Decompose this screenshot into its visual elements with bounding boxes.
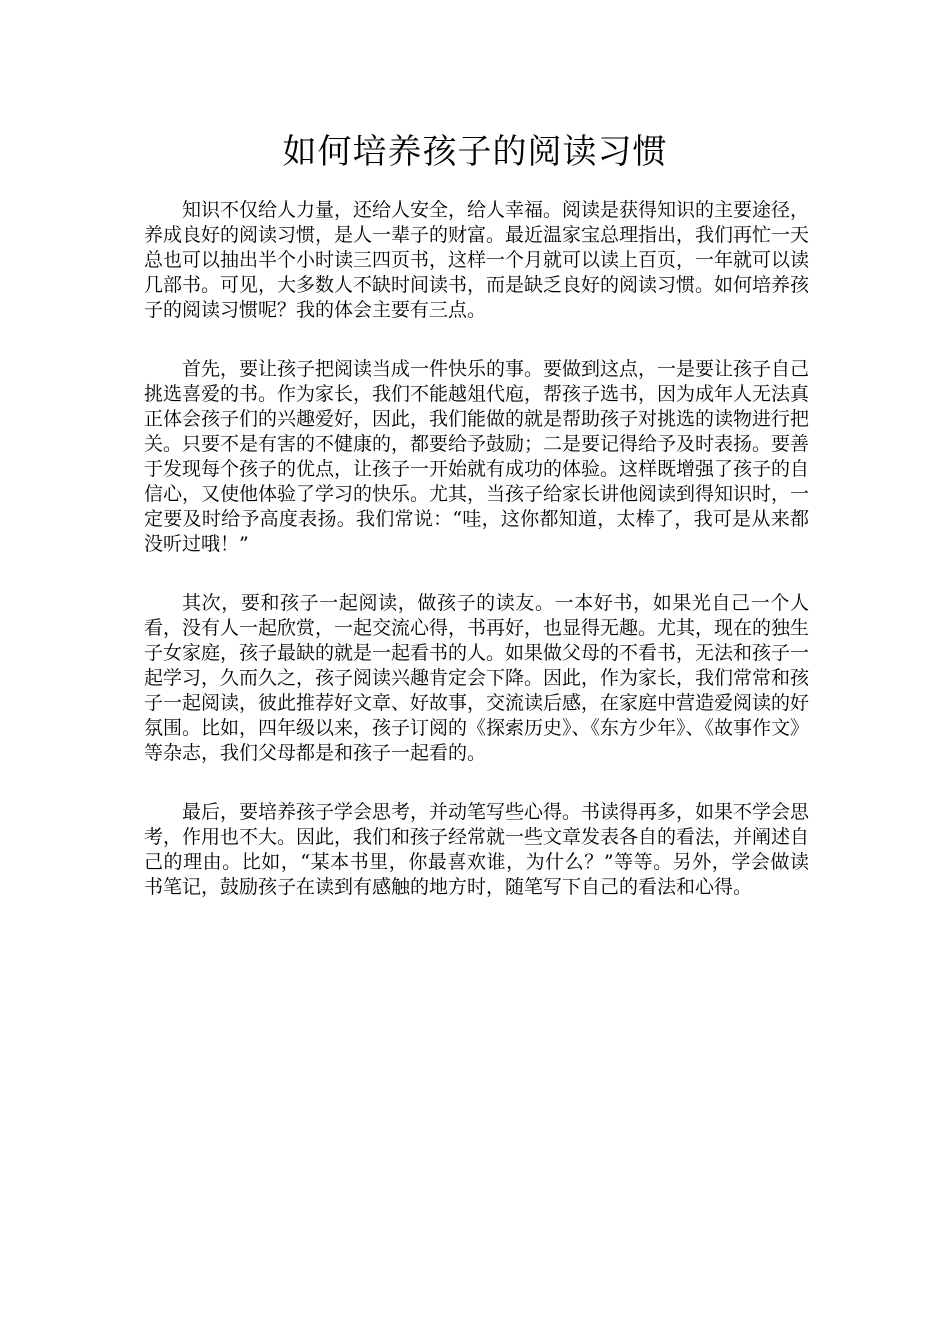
paragraph-first-point: 首先，要让孩子把阅读当成一件快乐的事。要做到这点，一是要让孩子自己挑选喜爱的书。作为家长，我们不能越俎代庖，帮孩子选书，因为成年人无法真正体会孩子们的兴趣爱好，因此，我们能做的就是帮助孩子对挑选的读物进行把关。只要不是有害的不健康的，都要给予鼓励；二是要记得给予及时表扬。要善于发现每个孩子的优点，让孩子一开始就有成功的体验。这样既增强了孩子的自信心，又使他体验了学习的快乐。尤其，当孩子给家长讲他阅读到得知识时，一定要及时给予高度表扬。我们常说：“哇，这你都知道，太棒了，我可是从来都没听过哦！” [144, 358, 810, 555]
paragraph-intro: 知识不仅给人力量，还给人安全，给人幸福。阅读是获得知识的主要途径，养成良好的阅读习惯，是人一辈子的财富。最近温家宝总理指出，我们再忙一天总也可以抽出半个小时读三四页书，这样一个月就可以读上百页，一年就可以读几部书。可见，大多数人不缺时间读书，而是缺乏良好的阅读习惯。如何培养孩子的阅读习惯呢？我的体会主要有三点。 [144, 199, 810, 321]
paragraph-second-point: 其次，要和孩子一起阅读，做孩子的读友。一本好书，如果光自己一个人看，没有人一起欣赏，一起交流心得，书再好，也显得无趣。尤其，现在的独生子女家庭，孩子最缺的就是一起看书的人。如果做父母的不看书，无法和孩子一起学习，久而久之，孩子阅读兴趣肯定会下降。因此，作为家长，我们常常和孩子一起阅读，彼此推荐好文章、好故事，交流读后感，在家庭中营造爱阅读的好氛围。比如，四年级以来，孩子订阅的《探索历史》、《东方少年》、《故事作文》等杂志，我们父母都是和孩子一起看的。 [144, 592, 810, 764]
document-body [144, 198, 809, 934]
paragraph-third-point: 最后，要培养孩子学会思考，并动笔写些心得。书读得再多，如果不学会思考，作用也不大。因此，我们和孩子经常就一些文章发表各自的看法，并阐述自己的理由。比如，“某本书里，你最喜欢谁，为什么？”等等。另外，学会做读书笔记，鼓励孩子在读到有感触的地方时，随笔写下自己的看法和心得。 [144, 801, 810, 898]
document-title: 如何培养孩子的阅读习惯 [282, 132, 668, 172]
